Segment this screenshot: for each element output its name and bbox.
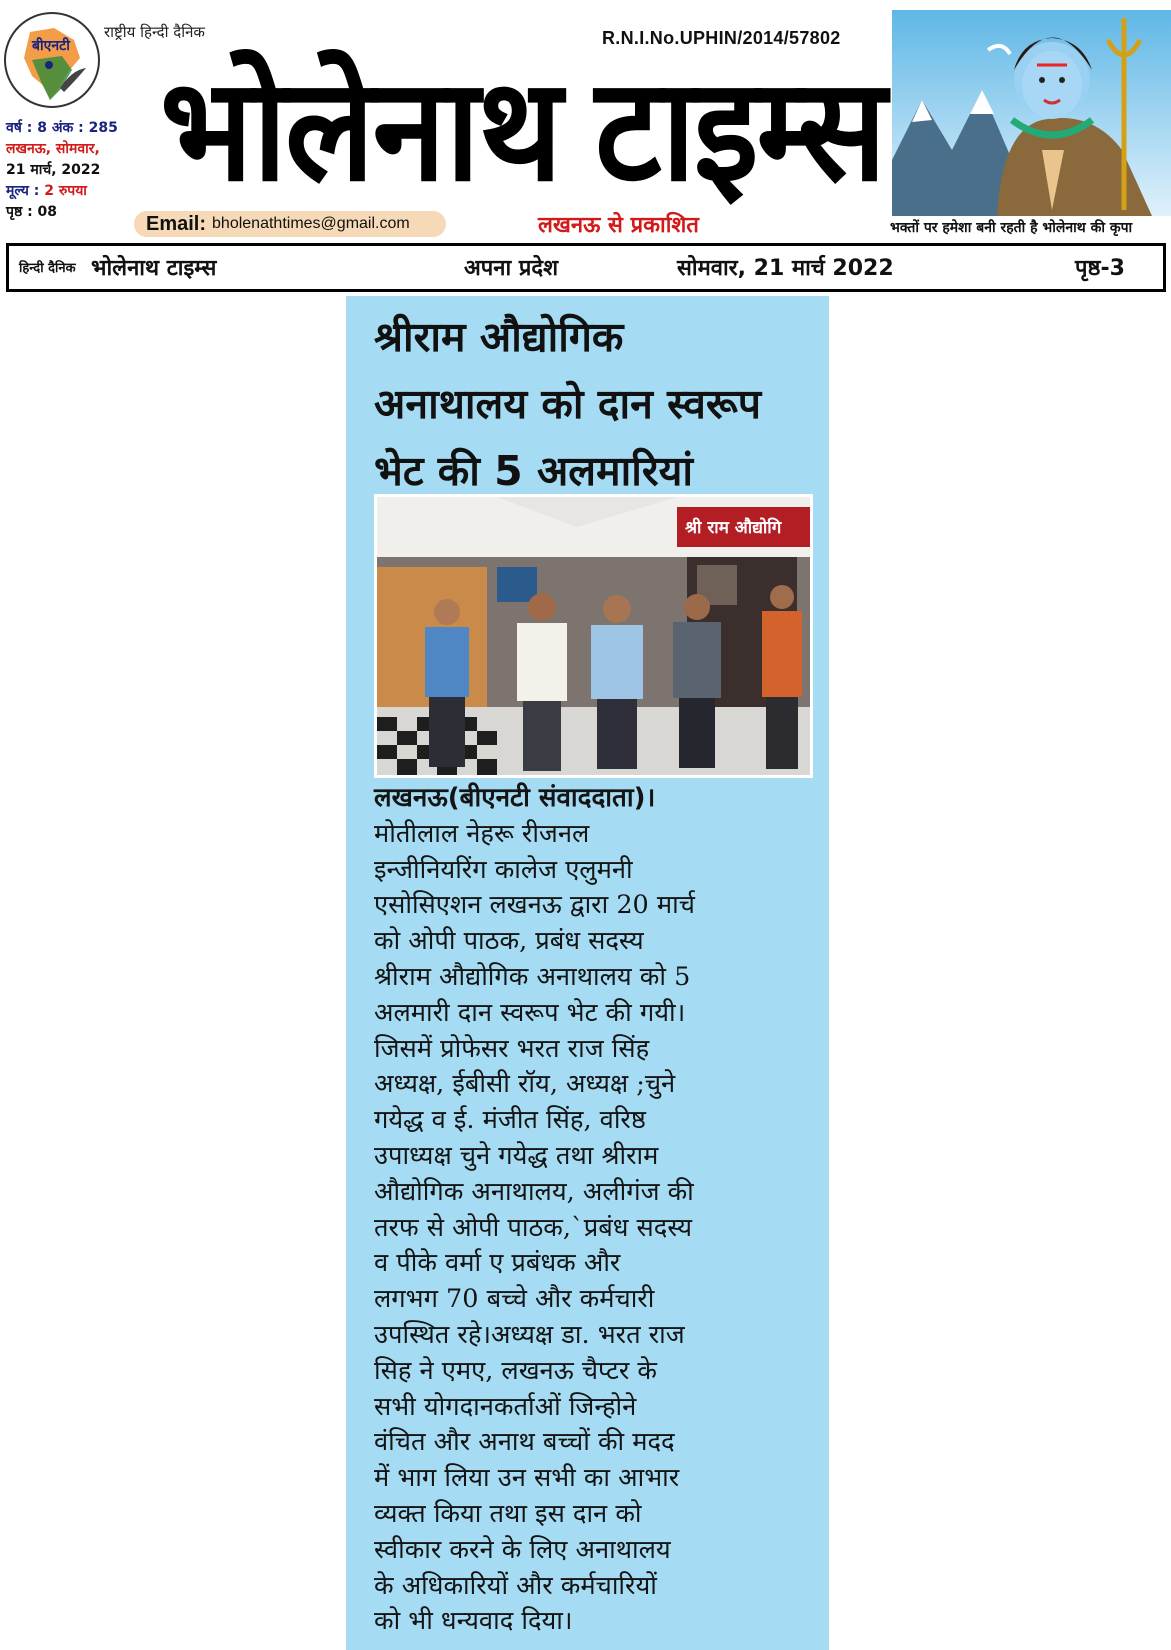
page-info-bar bbox=[6, 243, 1166, 292]
bar-date: सोमवार, 21 मार्च 2022 bbox=[677, 256, 894, 281]
bar-section: अपना प्रदेश bbox=[464, 256, 559, 281]
headline-line: भेट की 5 अलमारियां bbox=[374, 447, 693, 495]
logo-letters: बीएनटी bbox=[32, 38, 70, 54]
body-line: अलमारी दान स्वरूप भेट की गयी। bbox=[374, 997, 686, 1028]
bar-page-number: पृष्ठ-3 bbox=[1075, 256, 1125, 281]
body-line: व्यक्त किया तथा इस दान को bbox=[374, 1498, 642, 1529]
body-line: गयेद्ध व ई. मंजीत सिंह, वरिष्ठ bbox=[374, 1105, 646, 1136]
body-line: उपाध्यक्ष चुने गयेद्ध तथा श्रीराम bbox=[374, 1140, 659, 1171]
rni-number: R.N.I.No.UPHIN/2014/57802 bbox=[602, 28, 841, 48]
issue-volume: वर्ष : 8 अंक : 285 bbox=[6, 120, 118, 136]
body-line: तरफ से ओपी पाठक,`प्रबंध सदस्य bbox=[374, 1212, 693, 1243]
tagline: राष्ट्रीय हिन्दी दैनिक bbox=[104, 23, 205, 41]
body-line: एसोसिएशन लखनऊ द्वारा 20 मार्च bbox=[374, 890, 695, 921]
headline-line: अनाथालय को दान स्वरूप bbox=[374, 380, 762, 428]
article-byline: लखनऊ(बीएनटी संवाददाता)। bbox=[374, 783, 656, 813]
issue-price bbox=[6, 181, 118, 202]
article-headline bbox=[374, 304, 814, 505]
body-line: वंचित और अनाथ बच्चों की मदद bbox=[374, 1427, 675, 1458]
body-line: स्वीकार करने के लिए अनाथालय bbox=[374, 1534, 671, 1565]
article bbox=[346, 296, 829, 1650]
price-label: मूल्य : bbox=[6, 183, 40, 199]
body-line: मोतीलाल नेहरू रीजनल bbox=[374, 818, 590, 849]
photo-sign-text: श्री राम औद्योगि bbox=[685, 518, 782, 538]
issue-date: 21 मार्च, 2022 bbox=[6, 162, 101, 178]
headline-line: श्रीराम औद्योगिक bbox=[374, 313, 624, 361]
deity-illustration bbox=[892, 10, 1171, 216]
body-line: लगभग 70 बच्चे और कर्मचारी bbox=[374, 1284, 655, 1315]
issue-info bbox=[6, 118, 118, 223]
issue-place-day: लखनऊ, सोमवार, bbox=[6, 141, 100, 157]
body-line: व पीके वर्मा ए प्रबंधक और bbox=[374, 1248, 621, 1279]
body-line: को भी धन्यवाद दिया। bbox=[374, 1606, 573, 1637]
email-label: Email: bbox=[146, 212, 207, 235]
body-line: में भाग लिया उन सभी का आभार bbox=[374, 1463, 680, 1494]
deity-caption: भक्तों पर हमेशा बनी रहती है भोलेनाथ की कृपा bbox=[890, 220, 1133, 236]
article-body bbox=[374, 781, 814, 1640]
body-line: श्रीराम औद्योगिक अनाथालय को 5 bbox=[374, 961, 691, 992]
email-address[interactable]: bholenathtimes@gmail.com bbox=[212, 215, 410, 232]
bar-daily-label: हिन्दी दैनिक bbox=[19, 261, 76, 276]
body-line: सभी योगदानकर्ताओं जिन्होने bbox=[374, 1391, 637, 1422]
body-line: जिसमें प्रोफेसर भरत राज सिंह bbox=[374, 1033, 650, 1064]
body-line: उपस्थित रहे।अध्यक्ष डा. भरत राज bbox=[374, 1319, 685, 1350]
published-from: लखनऊ से प्रकाशित bbox=[538, 213, 699, 238]
price-value: 2 रुपया bbox=[44, 183, 87, 199]
bar-paper-name: भोलेनाथ टाइम्स bbox=[91, 256, 217, 281]
body-line: सिह ने एमए, लखनऊ चैप्टर के bbox=[374, 1355, 657, 1386]
body-line: इन्जीनियरिंग कालेज एलुमनी bbox=[374, 854, 633, 885]
newspaper-title: भोलेनाथ टाइम्स bbox=[160, 50, 885, 210]
body-line: औद्योगिक अनाथालय, अलीगंज की bbox=[374, 1176, 694, 1207]
issue-pages: पृष्ठ : 08 bbox=[6, 204, 58, 220]
body-line: को ओपी पाठक, प्रबंध सदस्य bbox=[374, 926, 644, 957]
body-line: के अधिकारियों और कर्मचारियों bbox=[374, 1570, 657, 1601]
body-line: अध्यक्ष, ईबीसी रॉय, अध्यक्ष ;चुने bbox=[374, 1069, 676, 1100]
article-photo bbox=[374, 494, 813, 778]
newspaper-logo bbox=[2, 10, 102, 110]
email-pill bbox=[134, 211, 446, 237]
